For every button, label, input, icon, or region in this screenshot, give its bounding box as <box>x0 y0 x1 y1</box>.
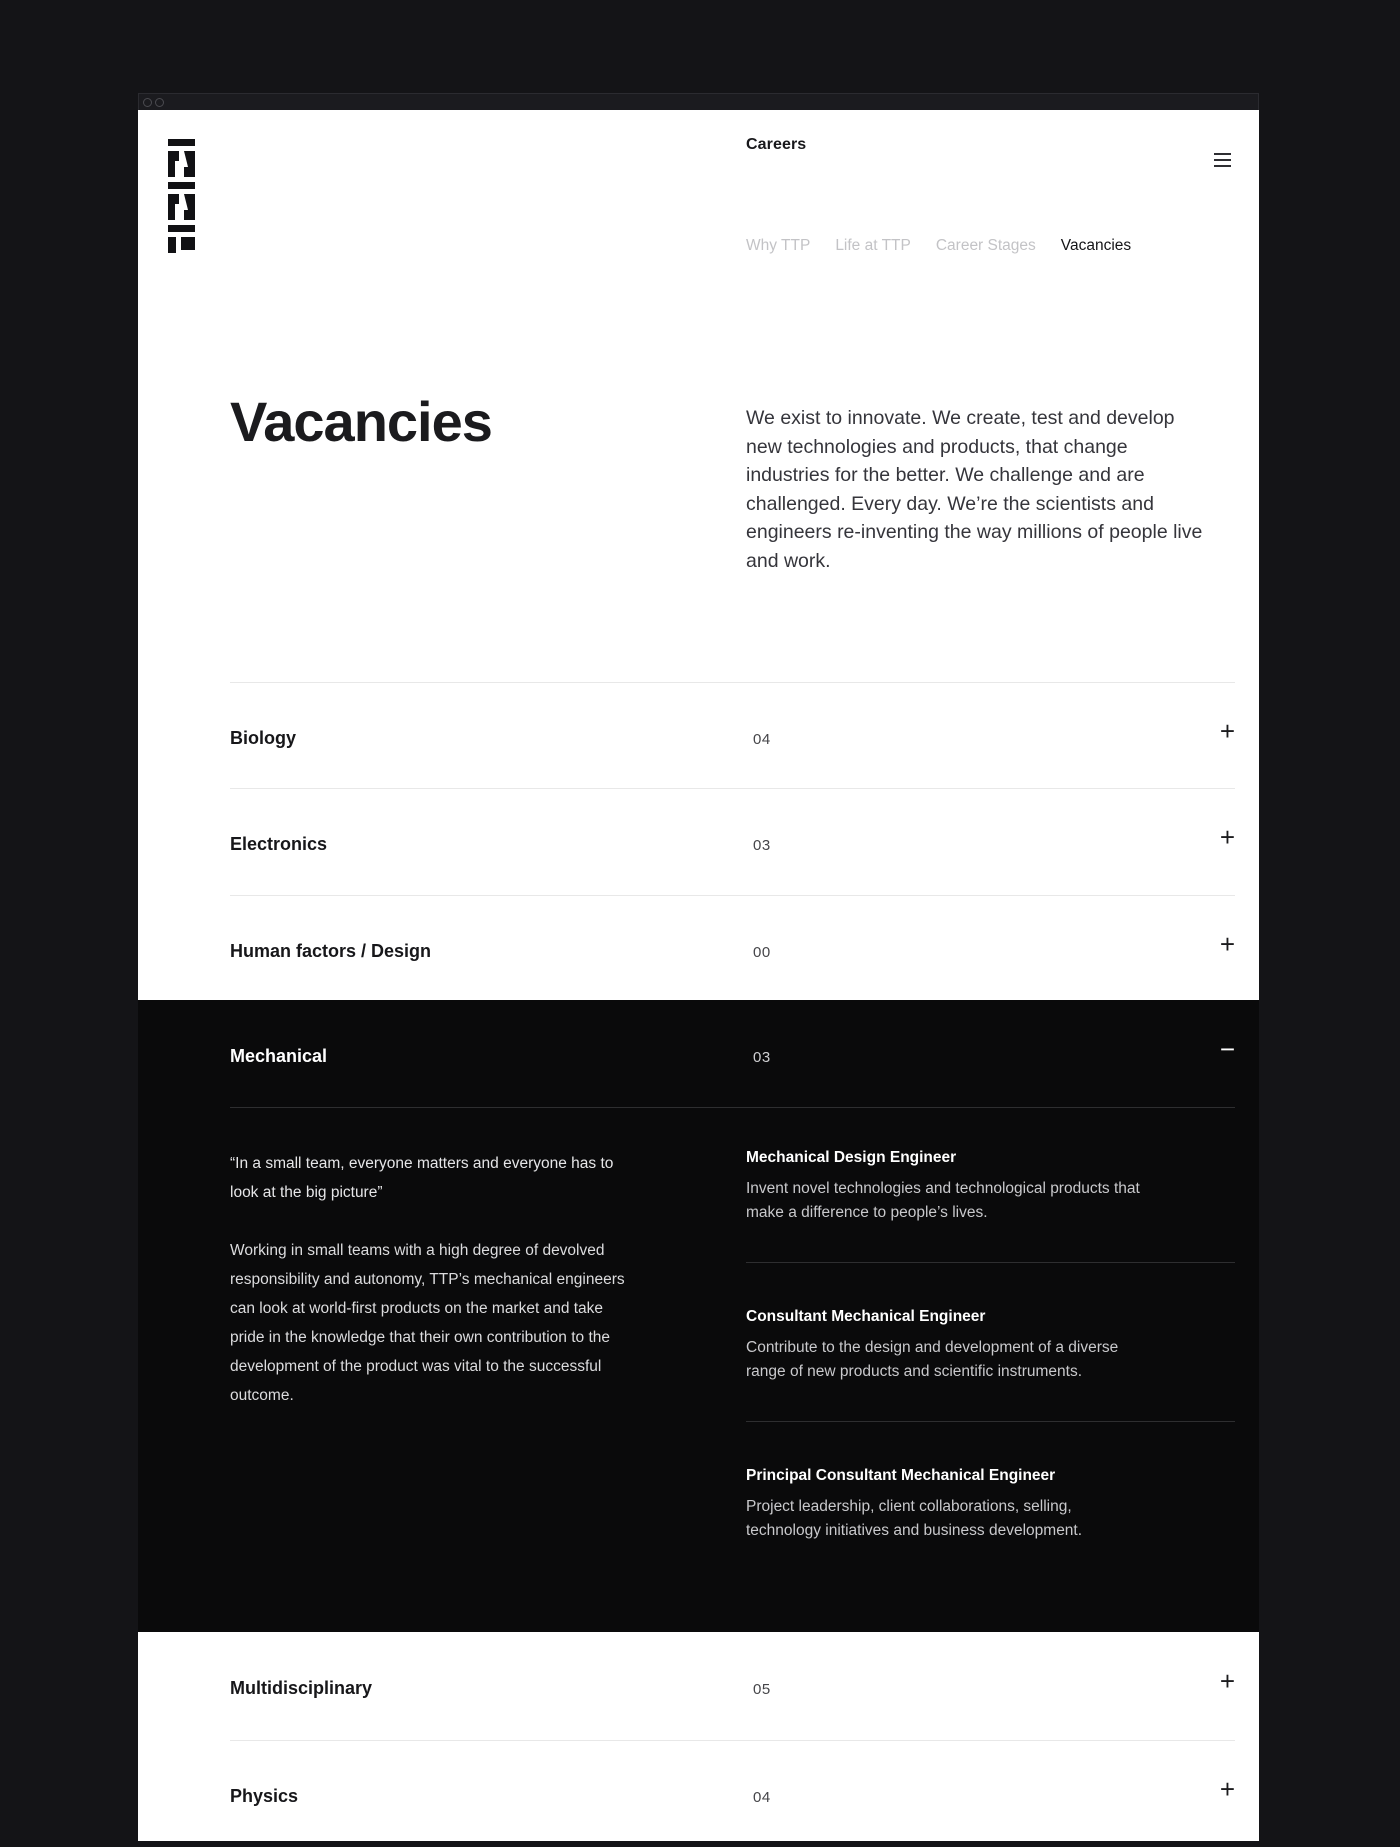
category-name: Physics <box>230 1786 299 1806</box>
hero-section <box>138 285 1259 682</box>
job-title: Consultant Mechanical Engineer <box>746 1308 986 1325</box>
divider <box>230 682 1235 683</box>
window-control-icon[interactable] <box>155 98 164 107</box>
category-count: 03 <box>753 1049 771 1066</box>
category-count: 03 <box>753 837 771 854</box>
expand-icon[interactable]: + <box>1219 822 1235 852</box>
ttp-logo[interactable] <box>168 139 195 258</box>
collapse-icon[interactable]: − <box>1219 1034 1235 1064</box>
nav-item-vacancies[interactable]: Vacancies <box>1060 237 1132 254</box>
browser-window <box>138 93 1259 1841</box>
page-title: Vacancies <box>230 390 492 453</box>
divider <box>230 1740 1235 1741</box>
expand-icon[interactable]: + <box>1219 1774 1235 1804</box>
category-row-biology[interactable] <box>138 682 1259 788</box>
divider <box>230 788 1235 789</box>
job-list <box>746 1149 1235 1543</box>
window-control-icon[interactable] <box>143 98 152 107</box>
job-title: Principal Consultant Mechanical Engineer <box>746 1467 1056 1484</box>
expand-icon[interactable]: + <box>1219 716 1235 746</box>
divider <box>746 1421 1235 1422</box>
mechanical-copy <box>230 1149 638 1410</box>
category-count: 05 <box>753 1681 771 1698</box>
page-header <box>138 110 1259 285</box>
category-section-mechanical-expanded <box>138 1000 1259 1632</box>
expand-icon[interactable]: + <box>1219 1666 1235 1696</box>
ttp-logo-icon <box>168 139 195 253</box>
category-row-electronics[interactable] <box>138 788 1259 895</box>
job-listing[interactable] <box>746 1308 1235 1384</box>
category-count: 04 <box>753 1789 771 1806</box>
category-name: Electronics <box>230 834 328 854</box>
job-summary: Contribute to the design and development of a diverse range of new products and scientific instruments. <box>746 1339 1119 1380</box>
nav-item-why-ttp[interactable]: Why TTP <box>746 237 811 254</box>
category-count: 00 <box>753 944 771 961</box>
category-row-multidisciplinary[interactable] <box>138 1632 1259 1740</box>
category-row-physics[interactable] <box>138 1740 1259 1841</box>
category-count: 04 <box>753 731 771 748</box>
divider <box>230 895 1235 896</box>
nav-item-life-at-ttp[interactable]: Life at TTP <box>835 237 911 254</box>
category-name: Mechanical <box>230 1046 328 1066</box>
job-summary: Project leadership, client collaborations, selling, technology initiatives and business development. <box>746 1498 1083 1539</box>
category-name: Human factors / Design <box>230 941 432 961</box>
pull-quote: “In a small team, everyone matters and everyone has to look at the big picture” <box>230 1155 614 1201</box>
expand-icon[interactable]: + <box>1219 929 1235 959</box>
job-summary: Invent novel technologies and technological products that make a difference to people’s lives. <box>746 1180 1140 1221</box>
nav-item-career-stages[interactable]: Career Stages <box>935 237 1036 254</box>
category-row-human-factors-design[interactable] <box>138 895 1259 1000</box>
divider <box>746 1262 1235 1263</box>
mechanical-details <box>138 1107 1259 1632</box>
careers-subnav <box>746 237 1131 255</box>
vacancy-categories <box>138 682 1259 1841</box>
job-listing[interactable] <box>746 1467 1235 1543</box>
category-name: Multidisciplinary <box>230 1678 373 1698</box>
careers-page <box>138 110 1259 1841</box>
section-title: Careers <box>746 136 807 153</box>
category-description: Working in small teams with a high degree of devolved responsibility and autonomy, TTP’s mechanical engineers can look at world-first products on the market and take pride in the knowledge that their own contribution to the development of the product was vital to the successful outcome. <box>230 1242 625 1404</box>
category-name: Biology <box>230 728 296 748</box>
hamburger-menu-icon[interactable] <box>1214 153 1232 167</box>
category-row-mechanical[interactable] <box>138 1000 1259 1107</box>
job-title: Mechanical Design Engineer <box>746 1149 957 1166</box>
intro-paragraph: We exist to innovate. We create, test and develop new technologies and products, that change industries for the better. We challenge and are challenged. Every day. We’re the scientists and engineers re-inventing the way millions of people live and work. <box>746 407 1203 572</box>
job-listing[interactable] <box>746 1149 1235 1225</box>
browser-chrome <box>138 93 1259 110</box>
